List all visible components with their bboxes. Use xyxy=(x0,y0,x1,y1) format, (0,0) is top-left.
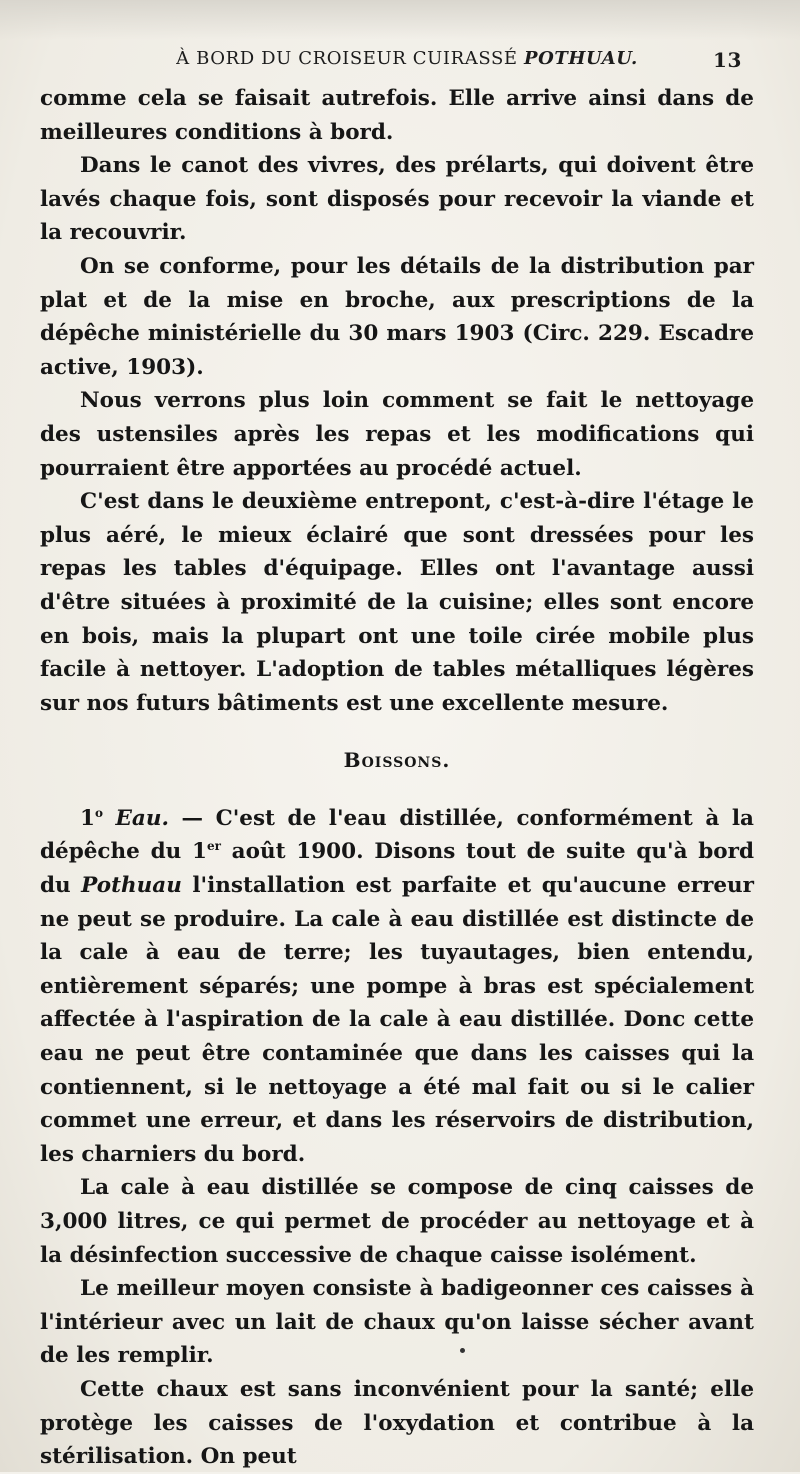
page-number: 13 xyxy=(712,48,742,72)
paragraph: comme cela se faisait autrefois. Elle arrive ainsi dans de meilleures conditions à bord. xyxy=(40,86,754,145)
paragraph: On se conforme, pour les détails de la distribution par plat et de la mise en broche, aux prescriptions de la dépêche ministérielle du 30 mars 1903 (Circ. 229. Escadre active, 1903). xyxy=(40,253,754,380)
item-number-sup: o xyxy=(94,805,103,820)
date-sup: er xyxy=(206,839,221,854)
running-head-ship: POTHUAU. xyxy=(523,48,638,69)
paragraph: La cale à eau distillée se compose de cinq caisses de 3,000 litres, ce qui permet de procéder au nettoyage et à la désinfection successive de chaque caisse isolément. xyxy=(40,1175,754,1268)
ink-speck xyxy=(460,1348,465,1353)
eau-text-2: août 1900. Disons tout de suite qu'à bord du xyxy=(40,839,755,899)
section-title: Boissons. xyxy=(343,748,451,773)
item-number: 1 xyxy=(80,805,95,831)
paragraph: Dans le canot des vivres, des prélarts, qui doivent être lavés chaque fois, sont disposés pour recevoir la viande et la recouvrir. xyxy=(40,153,754,246)
running-head-prefix: À BORD DU CROISEUR CUIRASSÉ xyxy=(176,48,524,69)
paragraph-eau xyxy=(40,802,754,1172)
running-head-title xyxy=(156,48,638,69)
scan-shadow xyxy=(0,0,800,40)
eau-text-3: l'installation est parfaite et qu'aucune erreur ne peut se produire. La cale à eau distillée est distincte de la cale à eau de terre; les tuyautages, bien entendu, entièrement séparés; une pompe à bras est spécialement affectée à l'aspiration de la cale à eau distillée. Donc cette eau ne peut être contaminée que dans les caisses qui la contiennent, si le nettoyage a été mal fait ou si le calier commet une erreur, et dans les réservoirs de distribution, les charniers du bord. xyxy=(40,873,754,1167)
eau-text-1: — C'est de l'eau distillée, conformément à la dépêche du 1 xyxy=(40,805,754,865)
item-label: Eau. xyxy=(115,805,169,831)
running-head xyxy=(40,48,754,82)
paragraph: Cette chaux est sans inconvénient pour la santé; elle protège les caisses de l'oxydation et contribue à la stérilisation. On peut xyxy=(40,1376,754,1470)
paragraph: Nous verrons plus loin comment se fait le nettoyage des ustensiles après les repas et les modifications qui pourraient être apportées au procédé actuel. xyxy=(40,388,754,481)
paragraph: C'est dans le deuxième entrepont, c'est-à-dire l'étage le plus aéré, le mieux éclairé que sont dressées pour les repas les tables d'équipage. Elles ont l'avantage aussi d'être situées à proximité de la cuisine; elles sont encore en bois, mais la plupart ont une toile cirée mobile plus facile à nettoyer. L'adoption de tables métalliques légères sur nos futurs bâtiments est une excellente mesure. xyxy=(40,489,754,716)
ship-name: Pothuau xyxy=(81,873,182,899)
paragraph: Le meilleur moyen consiste à badigeonner ces caisses à l'intérieur avec un lait de chaux qu'on laisse sécher avant de les remplir. xyxy=(40,1276,754,1369)
body-text xyxy=(40,82,754,1474)
